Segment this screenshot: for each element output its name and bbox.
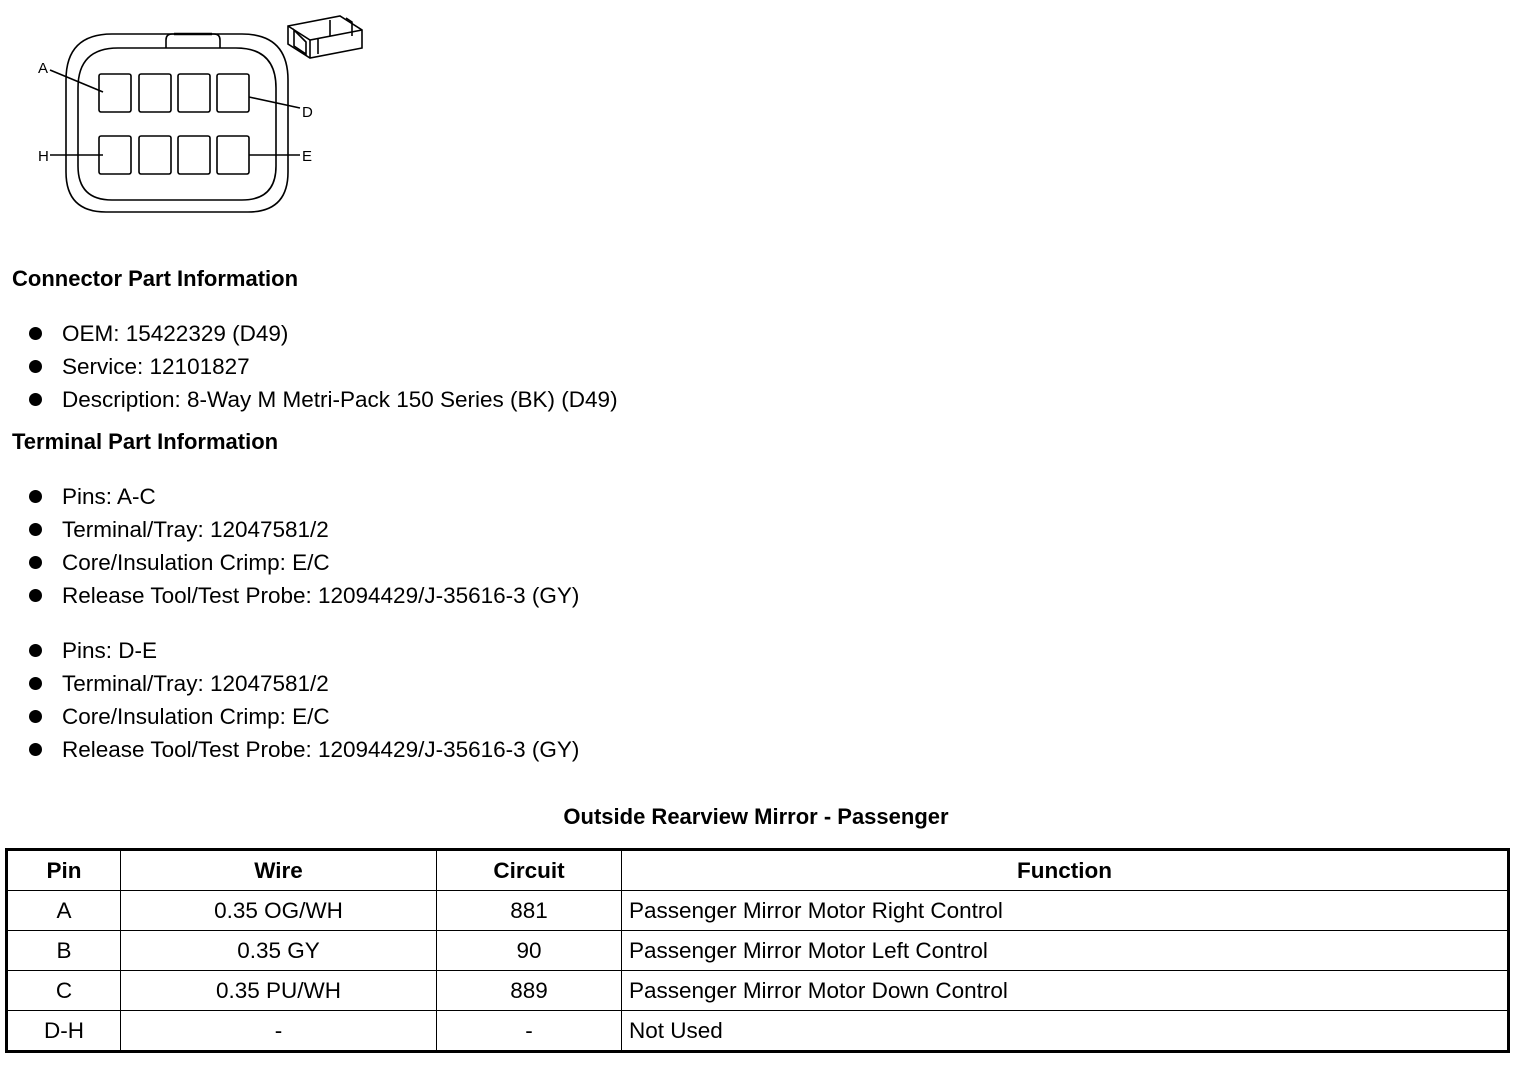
bullet-icon [29,490,42,503]
terminal-part-info-heading: Terminal Part Information [12,429,279,454]
pin-cavity [178,136,210,174]
list-item: Description: 8-Way M Metri-Pack 150 Series (BK) (D49) [26,383,618,416]
pin-cavity [139,74,171,112]
column-header-circuit: Circuit [437,850,622,891]
table-row [7,891,1509,931]
pin-cell: B [7,931,121,971]
function-cell: Passenger Mirror Motor Right Control [622,891,1509,931]
table-row [7,931,1509,971]
function-cell: Not Used [622,1011,1509,1052]
wire-cell: 0.35 GY [121,931,437,971]
bullet-icon [29,644,42,657]
pin-cavity [217,136,249,174]
pin-cell: C [7,971,121,1011]
pin-cavity [139,136,171,174]
column-header-function: Function [622,850,1509,891]
list-item: Pins: D-E [26,634,579,667]
pin-cavity [217,74,249,112]
list-item: Terminal/Tray: 12047581/2 [26,667,579,700]
pin-cell: A [7,891,121,931]
circuit-cell: 889 [437,971,622,1011]
list-item: Pins: A-C [26,480,579,513]
connector-part-info-heading: Connector Part Information [12,266,299,291]
table-row [7,1011,1509,1052]
connector-latch [166,34,220,48]
bullet-icon [29,743,42,756]
list-item: Release Tool/Test Probe: 12094429/J-35616-3 (GY) [26,733,579,766]
column-header-wire: Wire [121,850,437,891]
pin-label-e: E [302,148,313,165]
bullet-icon [29,393,42,406]
bullet-icon [29,523,42,536]
wire-cell: - [121,1011,437,1052]
bullet-icon [29,589,42,602]
function-cell: Passenger Mirror Motor Down Control [622,971,1509,1011]
list-item: Terminal/Tray: 12047581/2 [26,513,579,546]
pin-label-a: A [38,60,49,77]
bullet-icon [29,556,42,569]
table-row [7,971,1509,1011]
table-header-row [7,850,1509,891]
list-item: OEM: 15422329 (D49) [26,317,618,350]
bullet-icon [29,360,42,373]
pin-label-d: D [302,104,313,121]
wire-cell: 0.35 OG/WH [121,891,437,931]
list-item: Service: 12101827 [26,350,618,383]
function-cell: Passenger Mirror Motor Left Control [622,931,1509,971]
terminal-group-2-list [26,634,579,766]
list-item: Core/Insulation Crimp: E/C [26,700,579,733]
bullet-icon [29,327,42,340]
bullet-icon [29,710,42,723]
list-item: Core/Insulation Crimp: E/C [26,546,579,579]
pinout-table [5,848,1510,1053]
table-title: Outside Rearview Mirror - Passenger [563,804,949,829]
wire-cell: 0.35 PU/WH [121,971,437,1011]
pin-cavity [99,136,131,174]
pin-cavity [178,74,210,112]
connector-face-diagram [0,0,380,230]
circuit-cell: - [437,1011,622,1052]
connector-part-info-list [26,317,618,416]
terminal-group-1-list [26,480,579,612]
circuit-cell: 881 [437,891,622,931]
leader-line-a [50,70,103,92]
list-item: Release Tool/Test Probe: 12094429/J-35616-3 (GY) [26,579,579,612]
pin-cavity [99,74,131,112]
leader-line-d [249,97,300,108]
bullet-icon [29,677,42,690]
connector-thumbnail-icon [288,16,362,58]
connector-outer-housing [66,34,288,212]
circuit-cell: 90 [437,931,622,971]
column-header-pin: Pin [7,850,121,891]
pin-cell: D-H [7,1011,121,1052]
connector-inner-wall [78,48,276,200]
pin-label-h: H [38,148,49,165]
